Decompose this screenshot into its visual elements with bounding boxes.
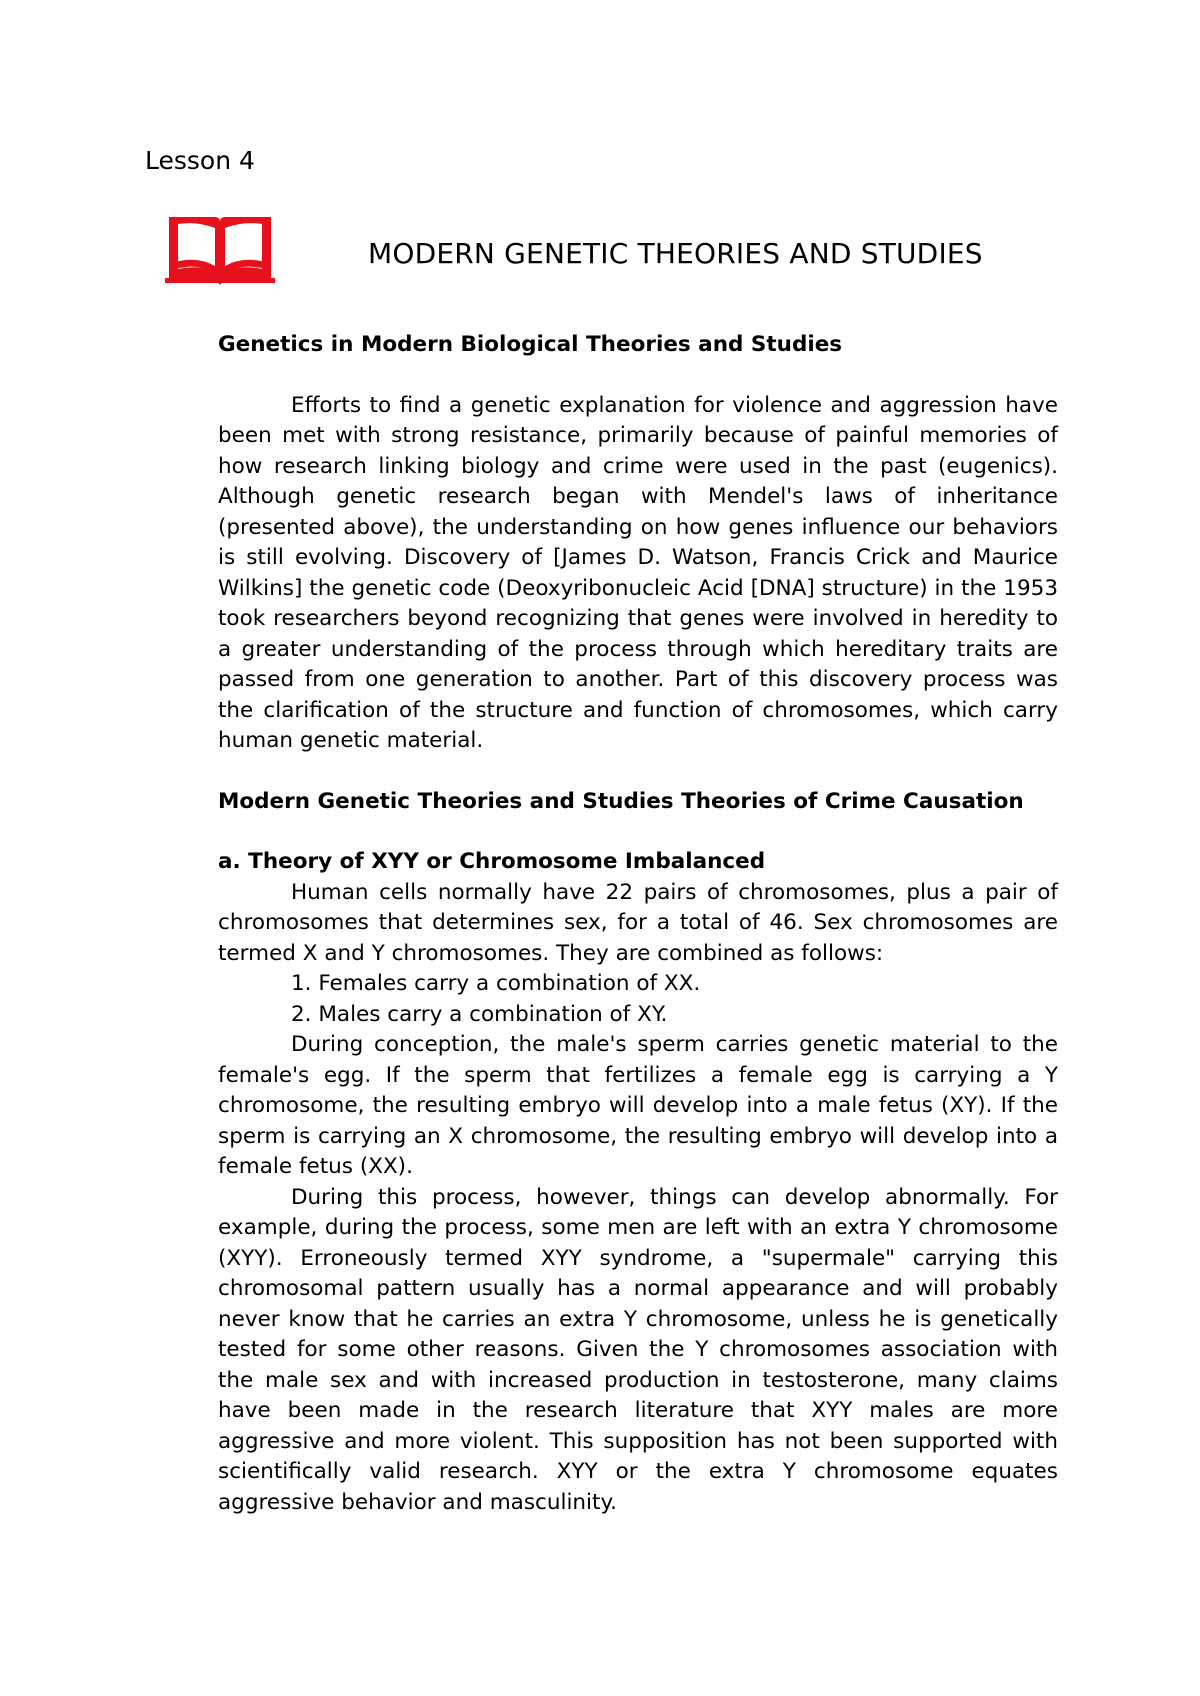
page-title: MODERN GENETIC THEORIES AND STUDIES bbox=[368, 237, 983, 270]
theory-a-heading: a. Theory of XYY or Chromosome Imbalanced bbox=[218, 849, 766, 874]
lesson-label: Lesson 4 bbox=[145, 146, 255, 175]
list-item: 2. Males carry a combination of XY. bbox=[291, 1001, 668, 1027]
book-icon bbox=[165, 212, 275, 289]
paragraph-chromosomes-intro: Human cells normally have 22 pairs of chromosomes, plus a pair of chromosomes that determines sex, for a total of 46. Sex chromosomes are termed X and Y chromosomes. They are combined as follows: bbox=[218, 879, 1058, 966]
paragraph-conception: During conception, the male's sperm carries genetic material to the female's egg. If the sperm that fertilizes a female egg is carrying a Y chromosome, the resulting embryo will develop into a male fetus (XY). If the sperm is carrying an X chromosome, the resulting embryo will develop into a female fetus (XX). bbox=[218, 1032, 1058, 1179]
paragraph-xyy: During this process, however, things can develop abnormally. For example, during the process, some men are left with an extra Y chromosome (XYY). Erroneously termed XYY syndrome, a "supermale" carrying this chromosomal pattern usually has a normal appearance and will probably never know that he carries an extra Y chromosome, unless he is genetically tested for some other reasons. Given the Y chromosomes association with the male sex and with increased production in testosterone, many claims have been made in the research literature that XYY males are more aggressive and more violent. This supposition has not been supported with scientifically valid research. XYY or the extra Y chromosome equates aggressive behavior and masculinity. bbox=[218, 1184, 1058, 1515]
list-item: 1. Females carry a combination of XX. bbox=[291, 971, 701, 996]
section-heading-genetics: Genetics in Modern Biological Theories and Studies bbox=[218, 332, 843, 357]
section-heading-crime-causation: Modern Genetic Theories and Studies Theories of Crime Causation bbox=[218, 788, 1024, 814]
document-body bbox=[218, 330, 1058, 1518]
paragraph-genetics: Efforts to find a genetic explanation for violence and aggression have been met with strong resistance, primarily because of painful memories of how research linking biology and crime were used in the past (eugenics). Although genetic research began with Mendel's laws of inheritance (presented above), the understanding on how genes influence our behaviors is still evolving. Discovery of [James D. Watson, Francis Crick and Maurice Wilkins] the genetic code (Deoxyribonucleic Acid [DNA] structure) in the 1953 took researchers beyond recognizing that genes were involved in heredity to a greater understanding of the process through which hereditary traits are passed from one generation to another. Part of this discovery process was the clarification of the structure and function of chromosomes, which carry human genetic material. bbox=[218, 392, 1058, 753]
